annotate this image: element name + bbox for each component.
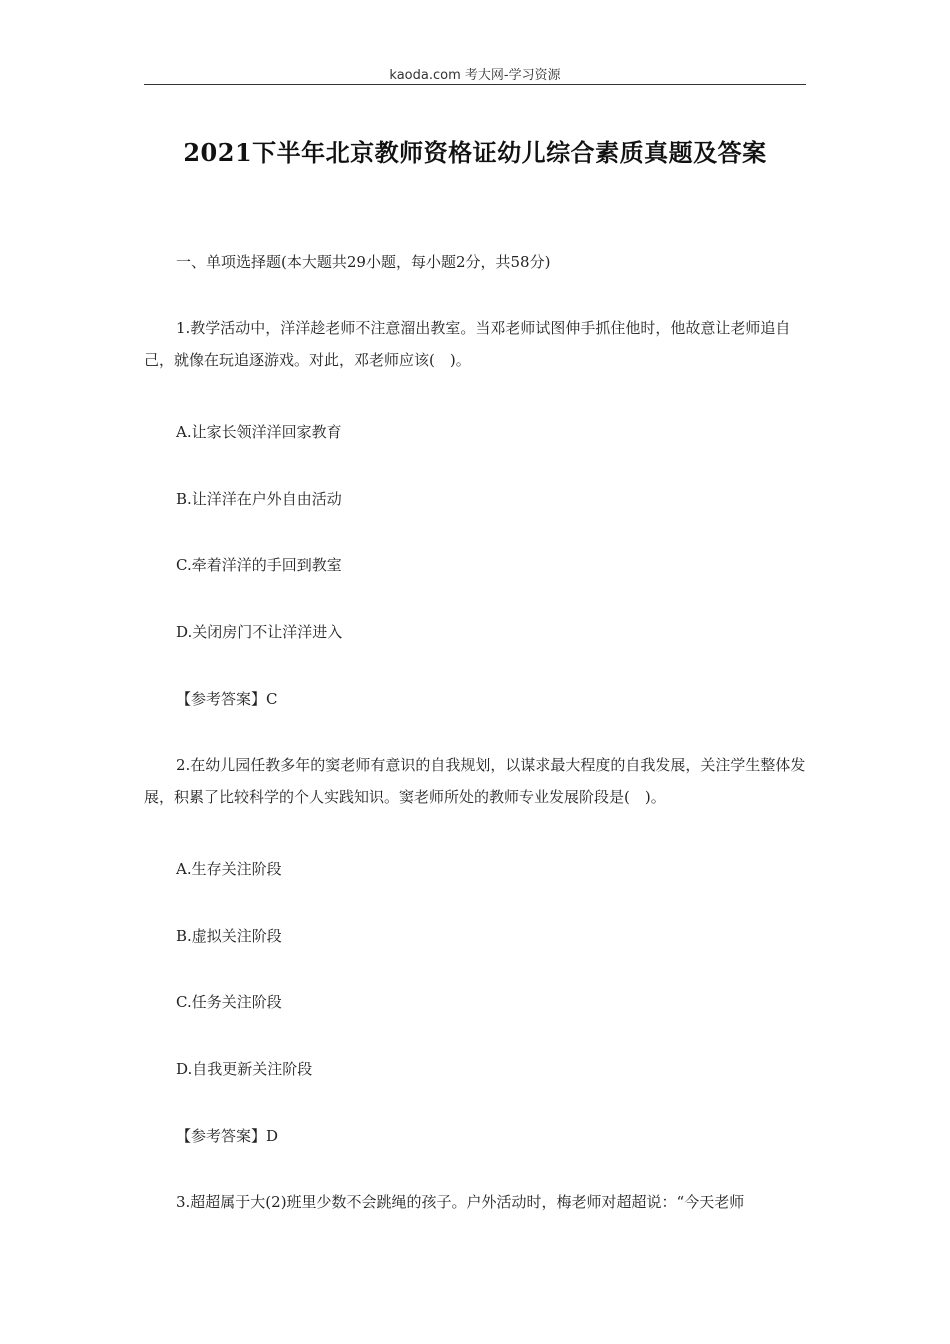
section-heading: 一、单项选择题(本大题共29小题，每小题2分，共58分) [176, 253, 551, 271]
header-divider [144, 84, 806, 85]
question-1-stem: 1.教学活动中，洋洋趁老师不注意溜出教室。当邓老师试图伸手抓住他时，他故意让老师追自己，就像在玩追逐游戏。对此，邓老师应该( )。 [144, 319, 791, 369]
question-2-stem: 2.在幼儿园任教多年的窦老师有意识的自我规划，以谋求最大程度的自我发展，关注学生整体发展，积累了比较科学的个人实践知识。窦老师所处的教师专业发展阶段是( )。 [144, 756, 806, 806]
question-2-answer: 【参考答案】D [176, 1127, 279, 1145]
question-2-option-c: C.任务关注阶段 [176, 993, 282, 1011]
document-title: 2021下半年北京教师资格证幼儿综合素质真题及答案 [183, 138, 767, 167]
question-1-answer: 【参考答案】C [176, 690, 278, 708]
question-3-stem: 3.超超属于大(2)班里少数不会跳绳的孩子。户外活动时，梅老师对超超说：“今天老师 [176, 1193, 745, 1211]
question-2-option-a: A.生存关注阶段 [176, 860, 282, 878]
question-2-option-d: D.自我更新关注阶段 [176, 1060, 313, 1078]
question-2-option-b: B.虚拟关注阶段 [176, 927, 282, 945]
header-site-text: kaoda.com 考大网-学习资源 [389, 68, 561, 83]
question-1-option-a: A.让家长领洋洋回家教育 [176, 423, 342, 441]
question-1-option-b: B.让洋洋在户外自由活动 [176, 490, 342, 508]
question-1-option-d: D.关闭房门不让洋洋进入 [176, 623, 343, 641]
question-1-option-c: C.牵着洋洋的手回到教室 [176, 556, 342, 574]
